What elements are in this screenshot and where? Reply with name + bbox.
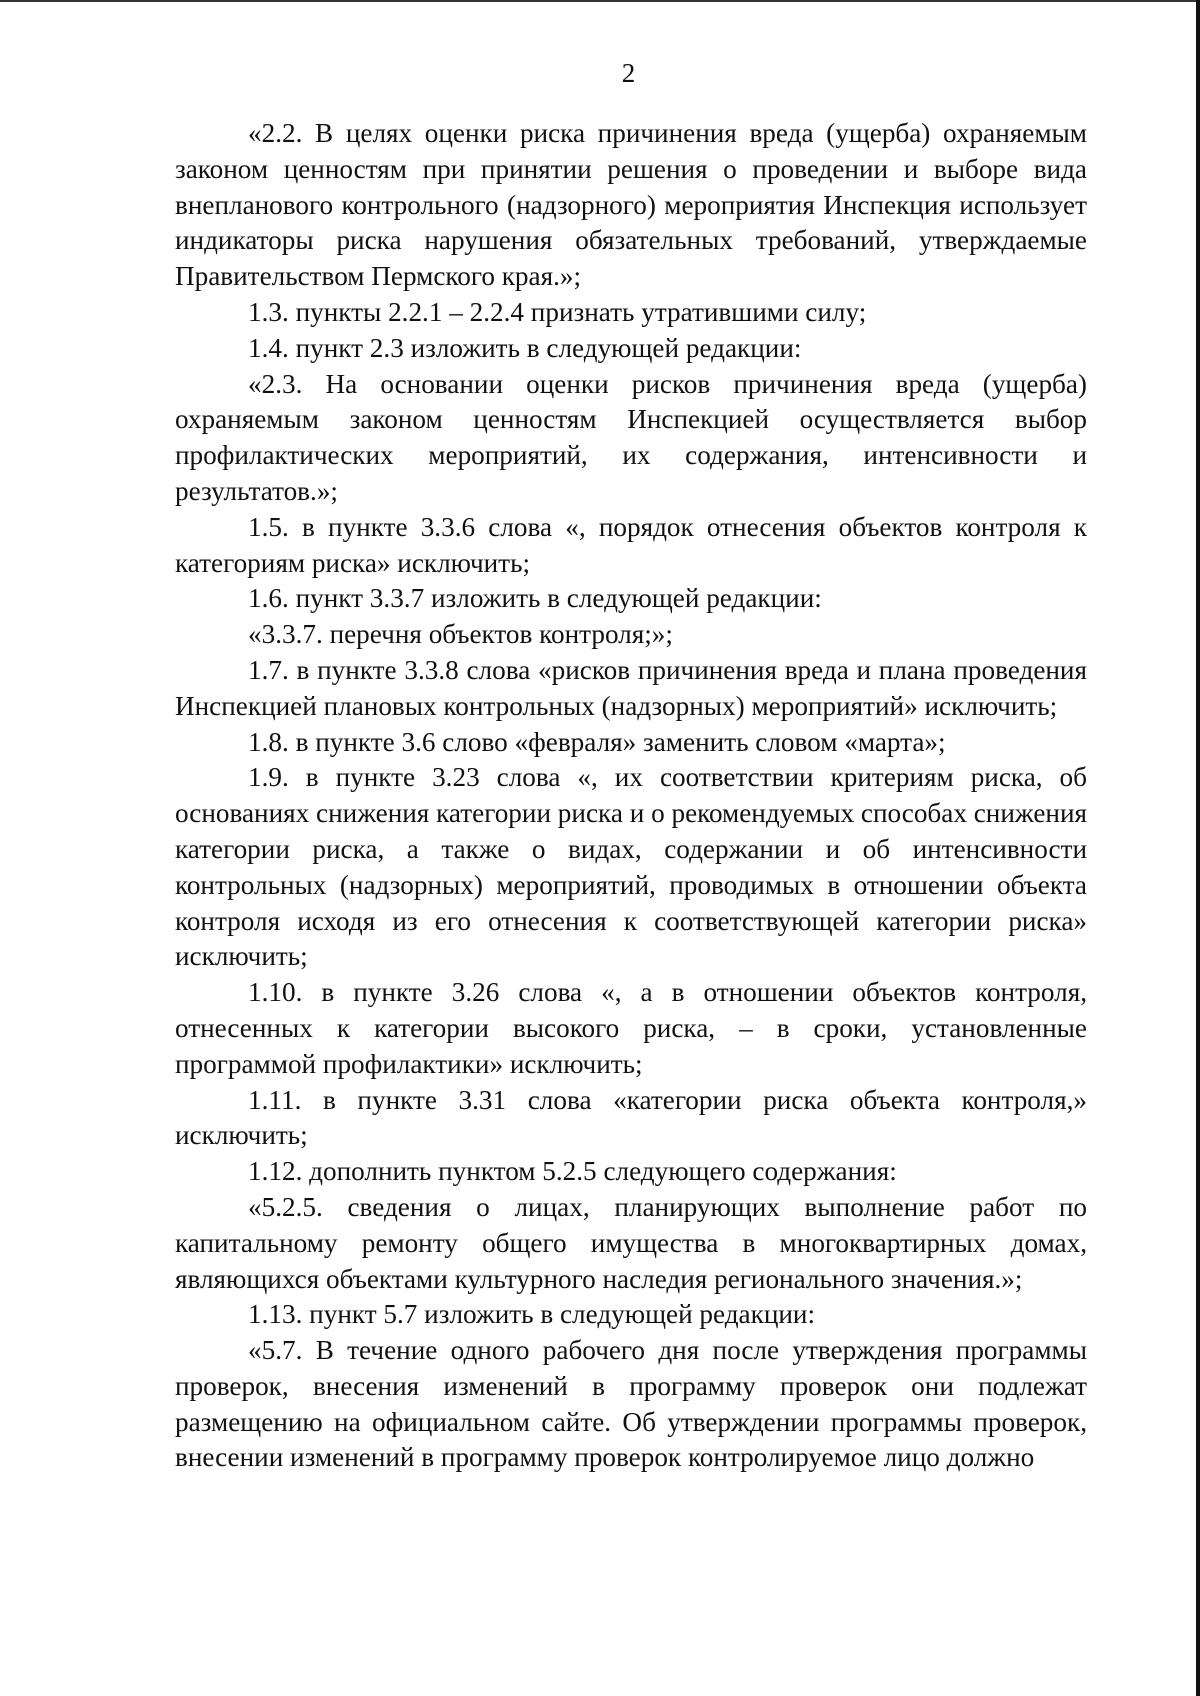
paragraph-1-10: 1.10. в пункте 3.26 слова «, а в отношении объектов контроля, отнесенных к категории высокого риска, – в сроки, установленные программой профилактики» исключить; [175,977,1087,1079]
paragraph-5-7: «5.7. В течение одного рабочего дня после утверждения программы проверок, внесения изменений в программу проверок они подлежат размещению на официальном сайте. Об утверждении программы проверок, внесении изменений в программу проверок контролируемое лицо должно [175,1335,1087,1473]
paragraph-1-7: 1.7. в пункте 3.3.8 слова «рисков причинения вреда и плана проведения Инспекцией плановых контрольных (надзорных) мероприятий» исключить; [175,654,1087,721]
paragraph-1-6: 1.6. пункт 3.3.7 изложить в следующей редакции: [248,583,822,614]
document-body [175,116,1087,1476]
paragraph-5-2-5: «5.2.5. сведения о лицах, планирующих выполнение работ по капитальному ремонту общего имущества в многоквартирных домах, являющихся объектами культурного наследия регионального значения.»; [175,1191,1087,1294]
paragraph-1-3: 1.3. пункты 2.2.1 – 2.2.4 признать утратившими силу; [248,296,867,327]
paragraph-2-2: «2.2. В целях оценки риска причинения вреда (ущерба) охраняемым законом ценностям при принятии решения о проведении и выборе вида внепланового контрольного (надзорного) мероприятия Инспекция использует индикаторы риска нарушения обязательных требований, утверждаемые Правительством Пермского края.»; [175,118,1087,292]
paragraph-2-3: «2.3. На основании оценки рисков причинения вреда (ущерба) охраняемым законом ценностям Инспекцией осуществляется выбор профилактических мероприятий, их содержания, интенсивности и результатов.»; [175,368,1087,506]
page-number: 2 [621,58,636,88]
paragraph-1-4: 1.4. пункт 2.3 изложить в следующей редакции: [248,332,802,363]
paragraph-1-9: 1.9. в пункте 3.23 слова «, их соответствии критериям риска, об основаниях снижения категории риска и о рекомендуемых способах снижения категории риска, а также о видах, содержании и об интенсивности контрольных (надзорных) мероприятий, проводимых в отношении объекта контроля исходя из его отнесения к соответствующей категории риска» исключить; [175,762,1087,972]
scan-top-edge [0,0,1200,2]
paragraph-1-5: 1.5. в пункте 3.3.6 слова «, порядок отнесения объектов контроля к категориям риска» исключить; [175,511,1087,578]
paragraph-1-8: 1.8. в пункте 3.6 слово «февраля» заменить словом «марта»; [248,726,946,757]
paragraph-1-12: 1.12. дополнить пунктом 5.2.5 следующего содержания: [248,1156,897,1187]
paragraph-1-13: 1.13. пункт 5.7 изложить в следующей редакции: [248,1299,816,1330]
paragraph-3-3-7: «3.3.7. перечня объектов контроля;»; [248,619,673,650]
scan-right-edge [1196,0,1200,1696]
paragraph-1-11: 1.11. в пункте 3.31 слова «категории риска объекта контроля,» исключить; [175,1084,1087,1151]
